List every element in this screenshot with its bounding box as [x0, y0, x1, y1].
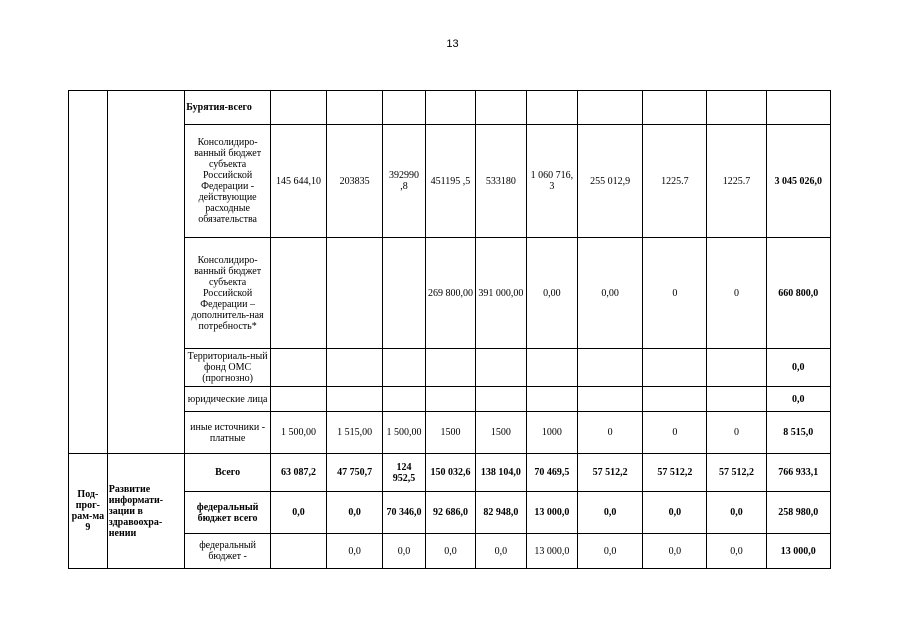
value-cell: 269 800,00 — [425, 238, 475, 349]
row-label: юридические лица — [185, 387, 271, 412]
value-cell — [383, 387, 426, 412]
row-label: Консолидиро-ванный бюджет субъекта Российской Федерации – дополнитель-ная потребность* — [185, 238, 271, 349]
value-cell: 203835 — [327, 125, 383, 238]
row-label: федеральный бюджет всего — [185, 492, 271, 534]
page-number: 13 — [446, 38, 459, 50]
value-cell: 1 500,00 — [383, 412, 426, 454]
value-cell — [270, 387, 326, 412]
value-cell: 0,0 — [766, 387, 830, 412]
table-row — [69, 454, 831, 492]
budget-table — [68, 90, 831, 569]
value-cell: 0,0 — [327, 492, 383, 534]
value-cell: 145 644,10 — [270, 125, 326, 238]
value-cell — [425, 91, 475, 125]
value-cell — [383, 91, 426, 125]
value-cell — [643, 387, 707, 412]
value-cell: 0,0 — [475, 534, 526, 569]
value-cell — [475, 349, 526, 387]
value-cell: 70 469,5 — [526, 454, 577, 492]
value-cell — [643, 349, 707, 387]
value-cell — [327, 91, 383, 125]
value-cell: 1000 — [526, 412, 577, 454]
value-cell — [383, 238, 426, 349]
value-cell — [526, 349, 577, 387]
value-cell: 451195 ,5 — [425, 125, 475, 238]
value-cell: 1225.7 — [707, 125, 766, 238]
table-row — [69, 91, 831, 125]
value-cell: 13 000,0 — [526, 492, 577, 534]
value-cell: 1 500,00 — [270, 412, 326, 454]
value-cell — [766, 91, 830, 125]
value-cell: 391 000,00 — [475, 238, 526, 349]
value-cell — [383, 349, 426, 387]
value-cell: 3 045 026,0 — [766, 125, 830, 238]
value-cell — [475, 387, 526, 412]
value-cell: 0 — [577, 412, 642, 454]
value-cell: 533180 — [475, 125, 526, 238]
value-cell — [425, 387, 475, 412]
value-cell: 124 952,5 — [383, 454, 426, 492]
value-cell: 1225.7 — [643, 125, 707, 238]
value-cell: 0,00 — [526, 238, 577, 349]
value-cell: 0,0 — [766, 349, 830, 387]
blank-cell — [107, 91, 185, 454]
value-cell: 0,0 — [707, 492, 766, 534]
value-cell: 57 512,2 — [707, 454, 766, 492]
value-cell: 70 346,0 — [383, 492, 426, 534]
value-cell: 47 750,7 — [327, 454, 383, 492]
value-cell: 660 800,0 — [766, 238, 830, 349]
value-cell: 82 948,0 — [475, 492, 526, 534]
value-cell: 8 515,0 — [766, 412, 830, 454]
value-cell — [475, 91, 526, 125]
value-cell: 0,0 — [383, 534, 426, 569]
value-cell: 1 060 716, 3 — [526, 125, 577, 238]
value-cell: 138 104,0 — [475, 454, 526, 492]
value-cell — [327, 349, 383, 387]
value-cell: 0,0 — [327, 534, 383, 569]
value-cell: 150 032,6 — [425, 454, 475, 492]
row-label: Консолидиро-ванный бюджет субъекта Российской Федерации - действующие расходные обязательства — [185, 125, 271, 238]
value-cell: 92 686,0 — [425, 492, 475, 534]
value-cell: 255 012,9 — [577, 125, 642, 238]
value-cell: 766 933,1 — [766, 454, 830, 492]
value-cell: 0,0 — [270, 492, 326, 534]
value-cell: 0,0 — [577, 534, 642, 569]
subprogram-code: Под-прог-рам-ма 9 — [69, 454, 108, 569]
value-cell — [526, 387, 577, 412]
value-cell: 57 512,2 — [643, 454, 707, 492]
row-label: иные источники - платные — [185, 412, 271, 454]
value-cell: 0,0 — [577, 492, 642, 534]
value-cell — [577, 349, 642, 387]
value-cell — [270, 534, 326, 569]
value-cell: 392990 ,8 — [383, 125, 426, 238]
value-cell: 0,0 — [643, 534, 707, 569]
value-cell — [707, 349, 766, 387]
value-cell: 63 087,2 — [270, 454, 326, 492]
value-cell: 1 515,00 — [327, 412, 383, 454]
value-cell: 0,0 — [425, 534, 475, 569]
value-cell — [270, 91, 326, 125]
value-cell — [270, 238, 326, 349]
row-label: Всего — [185, 454, 271, 492]
value-cell — [707, 91, 766, 125]
value-cell — [327, 238, 383, 349]
value-cell: 0,00 — [577, 238, 642, 349]
value-cell — [577, 91, 642, 125]
value-cell — [577, 387, 642, 412]
value-cell: 1500 — [425, 412, 475, 454]
value-cell — [425, 349, 475, 387]
value-cell — [643, 91, 707, 125]
value-cell — [327, 387, 383, 412]
value-cell: 0 — [707, 238, 766, 349]
value-cell: 0,0 — [707, 534, 766, 569]
value-cell: 0 — [643, 238, 707, 349]
row-label: федеральный бюджет - — [185, 534, 271, 569]
value-cell: 0 — [707, 412, 766, 454]
row-label: Бурятия-всего — [185, 91, 271, 125]
blank-cell — [69, 91, 108, 454]
value-cell: 258 980,0 — [766, 492, 830, 534]
value-cell: 0,0 — [643, 492, 707, 534]
value-cell: 13 000,0 — [766, 534, 830, 569]
row-label: Территориаль-ный фонд ОМС (прогнозно) — [185, 349, 271, 387]
value-cell: 57 512,2 — [577, 454, 642, 492]
value-cell — [526, 91, 577, 125]
value-cell — [270, 349, 326, 387]
value-cell: 1500 — [475, 412, 526, 454]
value-cell: 0 — [643, 412, 707, 454]
value-cell: 13 000,0 — [526, 534, 577, 569]
subprogram-name: Развитие информати-зации в здравоохра-нении — [107, 454, 185, 569]
value-cell — [707, 387, 766, 412]
